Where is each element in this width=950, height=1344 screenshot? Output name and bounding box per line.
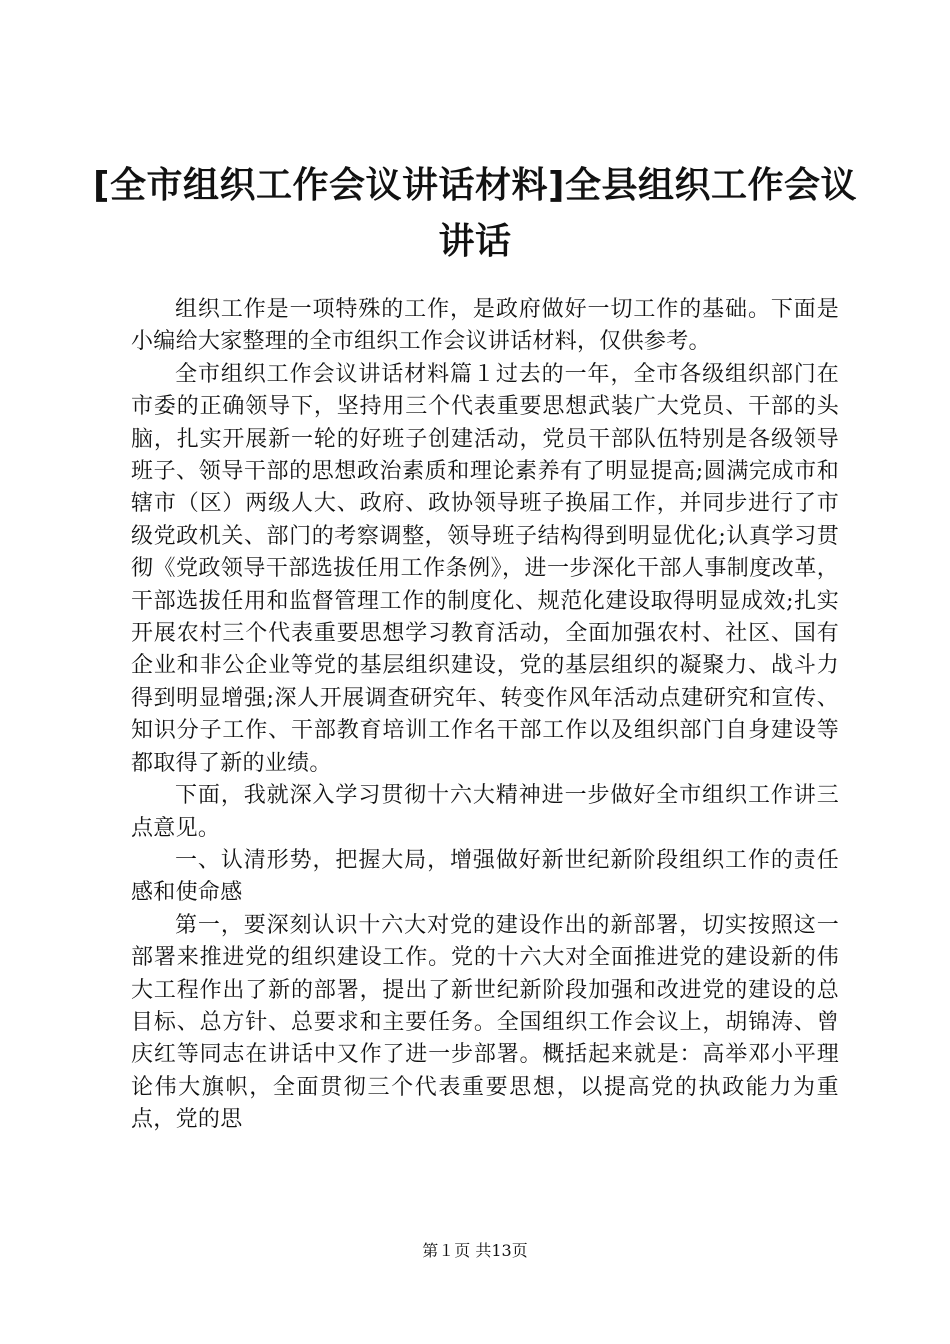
document-body	[131, 294, 839, 1137]
body-paragraph-first-point: 第一，要深刻认识十六大对党的建设作出的新部署，切实按照这一部署来推进党的组织建设工作。党的十六大对全面推进党的建设新的伟大工程作出了新的部署，提出了新世纪新阶段加强和改进党的建设的总目标、总方针、总要求和主要任务。全国组织工作会议上，胡锦涛、曾庆红等同志在讲话中又作了进一步部署。概括起来就是：高举邓小平理论伟大旗帜，全面贯彻三个代表重要思想，以提高党的执政能力为重点，党的思	[131, 912, 839, 1133]
document-title: [全市组织工作会议讲话材料]全县组织工作会议讲话	[93, 165, 857, 262]
body-paragraph-transition: 下面，我就深入学习贯彻十六大精神进一步做好全市组织工作讲三点意见。	[131, 783, 839, 841]
body-paragraph-review: 全市组织工作会议讲话材料篇１过去的一年，全市各级组织部门在市委的正确领导下，坚持用三个代表重要思想武装广大党员、干部的头脑，扎实开展新一轮的好班子创建活动，党员干部队伍特别是各级领导班子、领导干部的思想政治素质和理论素养有了明显提高;圆满完成市和辖市（区）两级人大、政府、政协领导班子换届工作，并同步进行了市级党政机关、部门的考察调整，领导班子结构得到明显优化;认真学习贯彻《党政领导干部选拔任用工作条例》，进一步深化干部人事制度改革，干部选拔任用和监督管理工作的制度化、规范化建设取得明显成效;扎实开展农村三个代表重要思想学习教育活动，全面加强农村、社区、国有企业和非公企业等党的基层组织建设，党的基层组织的凝聚力、战斗力得到明显增强;深人开展调查研究年、转变作风年活动点建研究和宣传、知识分子工作、干部教育培训工作名干部工作以及组织部门自身建设等都取得了新的业绩。	[131, 361, 839, 776]
page-indicator: 第１页 共13页	[422, 1241, 528, 1260]
intro-paragraph: 组织工作是一项特殊的工作，是政府做好一切工作的基础。下面是小编给大家整理的全市组织工作会议讲话材料，仅供参考。	[131, 297, 839, 355]
section-heading-one: 一、认清形势，把握大局，增强做好新世纪新阶段组织工作的责任感和使命感	[131, 847, 839, 906]
